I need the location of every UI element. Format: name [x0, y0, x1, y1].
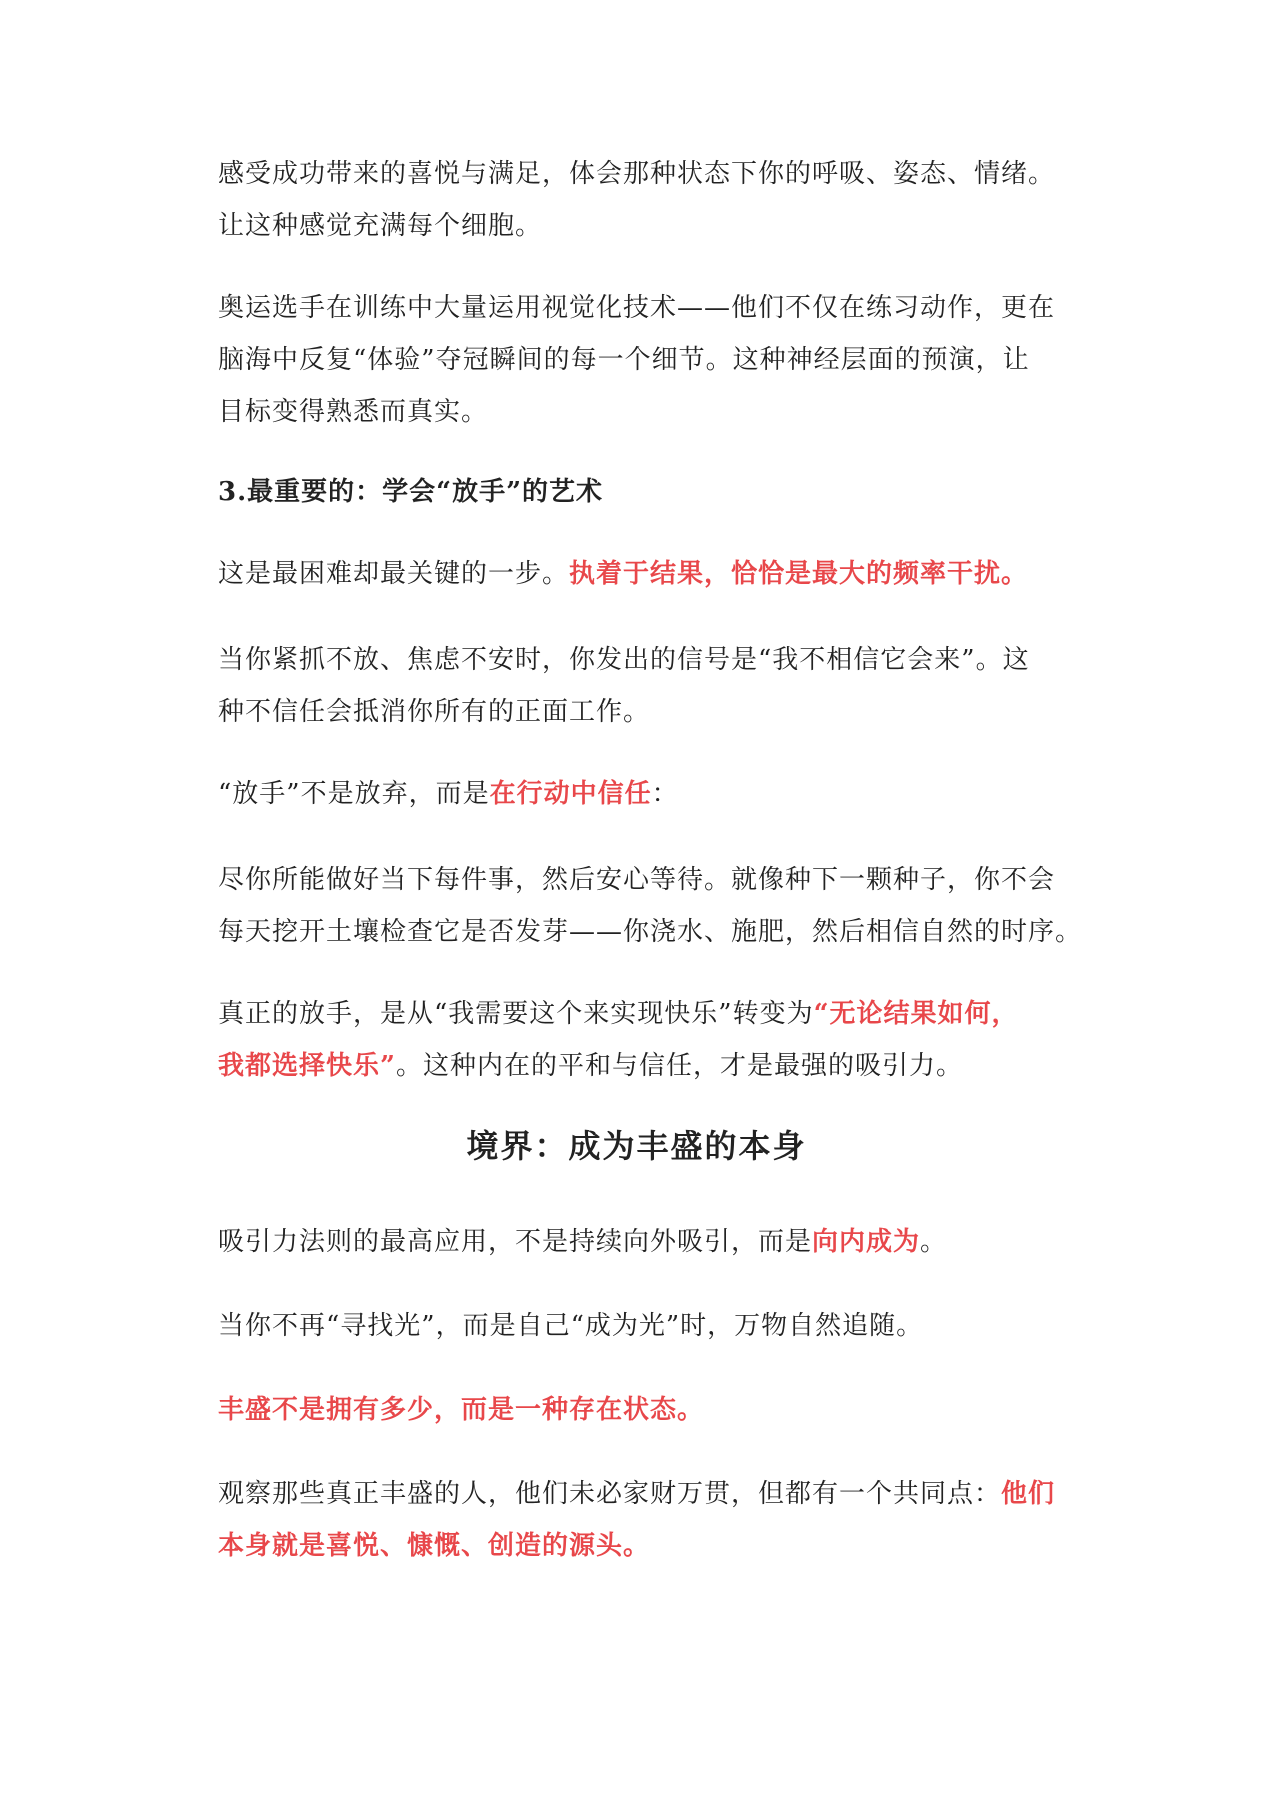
- highlight-text: 本身就是喜悦、慷慨、创造的源头。: [218, 1531, 651, 1561]
- paragraph-olympic-visualization: [218, 282, 1058, 438]
- body-text: 观察那些真正丰盛的人，他们未必家财万贯，但都有一个共同点：: [218, 1479, 1002, 1509]
- text-line: 当你不再“寻找光”，而是自己“成为光”时，万物自然追随。: [218, 1311, 924, 1341]
- text-line: 奥运选手在训练中大量运用视觉化技术——他们不仅在练习动作，更在: [218, 293, 1056, 323]
- highlight-text: 在行动中信任: [489, 779, 652, 809]
- paragraph-abundance-state: [218, 1384, 1058, 1436]
- paragraph-planting-seed: [218, 854, 1083, 958]
- paragraph-true-letting-go: [218, 988, 1058, 1092]
- body-text: 。: [920, 1227, 948, 1257]
- section-subheading: 3.最重要的：学会“放手”的艺术: [218, 477, 604, 507]
- text-line: 当你紧抓不放、焦虑不安时，你发出的信号是“我不相信它会来”。这: [218, 645, 1030, 675]
- paragraph-letting-go: [218, 768, 1058, 820]
- paragraph-anxiety-signal: [218, 634, 1058, 738]
- paragraph-success-feeling: [218, 148, 1058, 252]
- highlight-text: 执着于结果，恰恰是最大的频率干扰。: [569, 559, 1029, 589]
- text-line: 让这种感觉充满每个细胞。: [218, 211, 543, 241]
- body-text: 吸引力法则的最高应用，不是持续向外吸引，而是: [218, 1227, 813, 1257]
- body-text: 真正的放手，是从“我需要这个来实现快乐”转变为: [218, 999, 814, 1029]
- body-text: 。这种内在的平和与信任，才是最强的吸引力。: [395, 1051, 963, 1081]
- highlight-text: “无论结果如何，: [813, 999, 1019, 1029]
- highlight-text: 向内成为: [812, 1227, 921, 1257]
- paragraph-highest-application: [218, 1216, 1058, 1268]
- body-text: “放手”不是放弃，而是: [218, 779, 490, 809]
- text-line: 尽你所能做好当下每件事，然后安心等待。就像种下一颗种子，你不会: [218, 865, 1056, 895]
- text-line: 每天挖开土壤检查它是否发芽——你浇水、施肥，然后相信自然的时序。: [218, 917, 1083, 947]
- text-line: 脑海中反复“体验”夺冠瞬间的每一个细节。这种神经层面的预演，让: [218, 345, 1030, 375]
- body-text: ：: [651, 779, 679, 809]
- body-text: 这是最困难却最关键的一步。: [218, 559, 570, 589]
- text-line: 感受成功带来的喜悦与满足，体会那种状态下你的呼吸、姿态、情绪。: [218, 159, 1056, 189]
- text-line: 目标变得熟悉而真实。: [218, 397, 489, 427]
- paragraph-abundant-people: [218, 1468, 1058, 1572]
- highlight-text: 丰盛不是拥有多少，而是一种存在状态。: [218, 1395, 705, 1425]
- text-line: 种不信任会抵消你所有的正面工作。: [218, 697, 651, 727]
- paragraph-hardest-step: [218, 548, 1058, 600]
- highlight-text: 我都选择快乐”: [218, 1051, 396, 1081]
- highlight-text: 他们: [1001, 1479, 1056, 1509]
- paragraph-become-light: [218, 1300, 1058, 1352]
- section-heading: 境界：成为丰盛的本身: [466, 1127, 807, 1165]
